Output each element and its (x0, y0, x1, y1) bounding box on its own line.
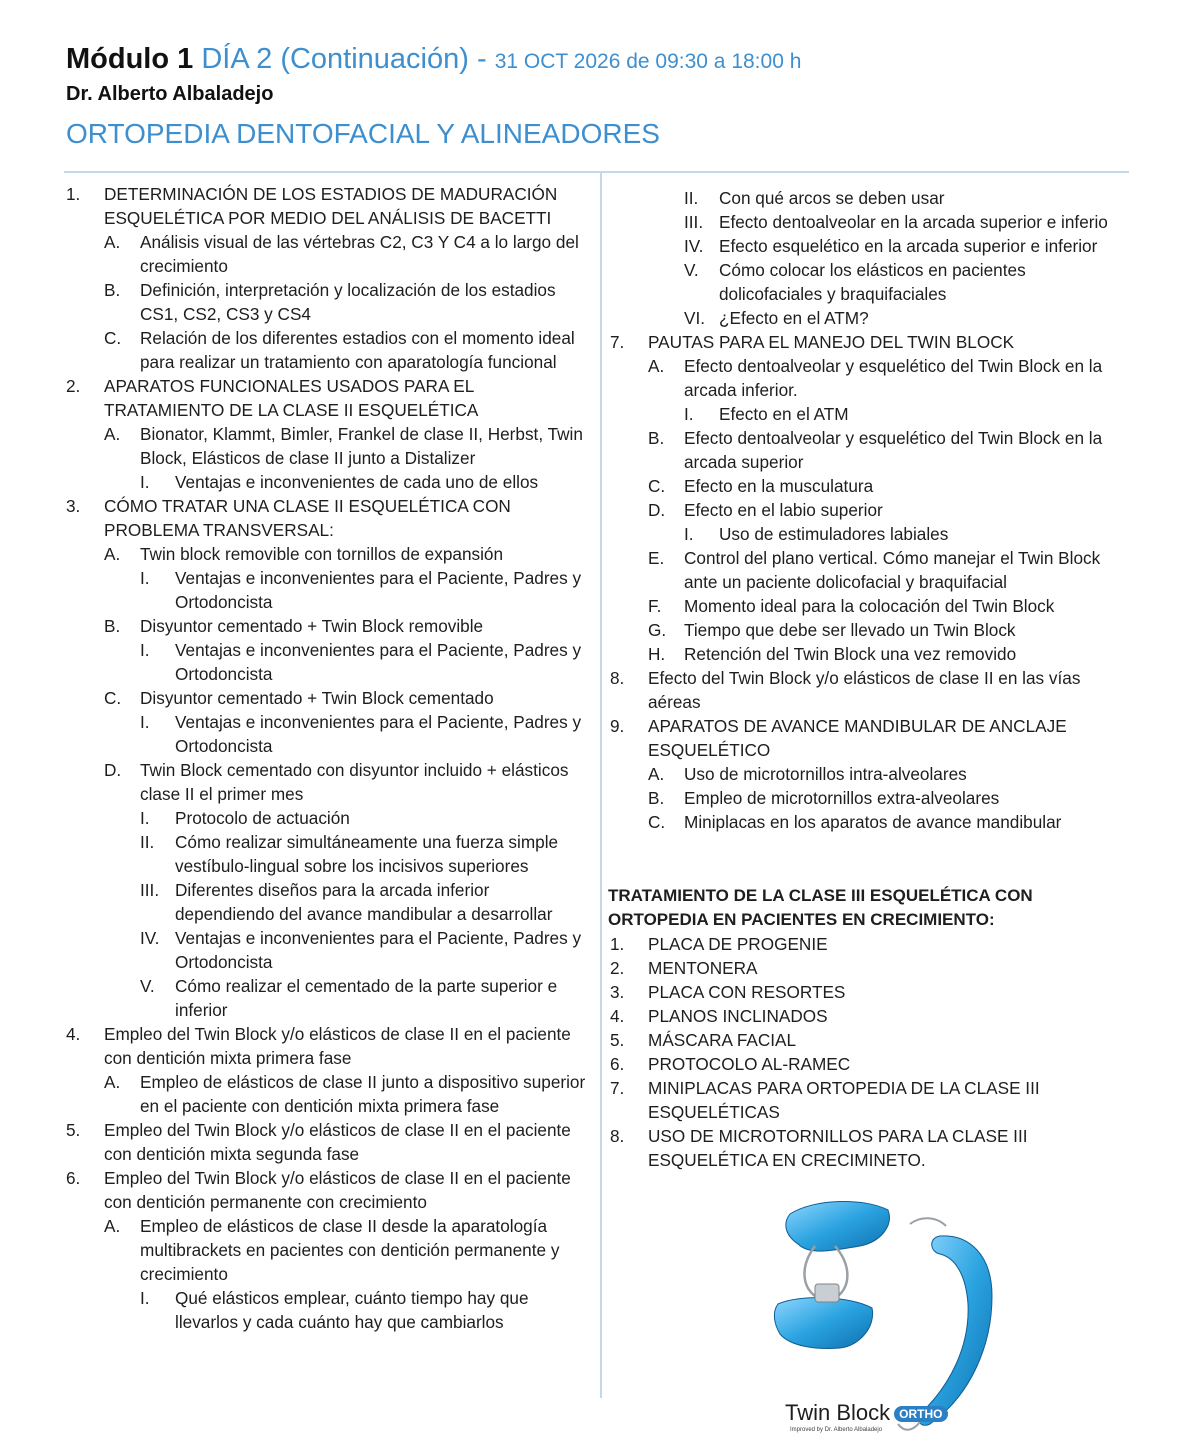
item-number: H. (648, 644, 666, 664)
item-number: B. (648, 788, 665, 808)
item-text: Tiempo que debe ser llevado un Twin Block (684, 620, 1016, 640)
item-number: 8. (610, 668, 625, 688)
page-header (66, 40, 1126, 153)
outline-item (608, 1076, 1128, 1124)
right-column (608, 186, 1128, 1172)
outline-item (608, 498, 1128, 522)
item-number: F. (648, 596, 662, 616)
item-text: Empleo de microtornillos extra-alveolares (684, 788, 1000, 808)
outline-item (608, 402, 1128, 426)
outline-item (64, 494, 592, 542)
item-text: PAUTAS PARA EL MANEJO DEL TWIN BLOCK (648, 332, 1015, 352)
item-text: Análisis visual de las vértebras C2, C3 Y C4 a lo largo del crecimiento (140, 232, 579, 276)
outline-item (64, 878, 592, 926)
item-number: 4. (66, 1024, 81, 1044)
item-number: 7. (610, 332, 625, 352)
item-number: I. (140, 808, 150, 828)
outline-item (608, 786, 1128, 810)
outline-item (608, 330, 1128, 354)
item-number: 6. (610, 1054, 625, 1074)
item-number: B. (104, 616, 121, 636)
class-iii-outline (608, 932, 1128, 1172)
item-number: 1. (66, 184, 81, 204)
outline-item (64, 278, 592, 326)
item-number: 5. (66, 1120, 81, 1140)
outline-item (608, 714, 1128, 762)
doctor-name: Dr. Alberto Albaladejo (66, 83, 274, 105)
item-text: APARATOS DE AVANCE MANDIBULAR DE ANCLAJE ESQUELÉTICO (648, 716, 1067, 760)
item-text: Efecto dentoalveolar y esquelético del Twin Block en la arcada superior (684, 428, 1103, 472)
logo-badge: ORTHO (894, 1406, 947, 1422)
item-number: IV. (140, 928, 160, 948)
item-number: V. (684, 260, 699, 280)
item-text: Empleo del Twin Block y/o elásticos de clase II en el paciente con dentición permanente con crecimiento (104, 1168, 571, 1212)
item-number: I. (684, 524, 694, 544)
item-number: 2. (610, 958, 625, 978)
item-text: Ventajas e inconvenientes para el Paciente, Padres y Ortodoncista (175, 928, 582, 972)
item-text: Empleo del Twin Block y/o elásticos de clase II en el paciente con dentición mixta primera fase (104, 1024, 571, 1068)
item-number: C. (648, 476, 666, 496)
item-number: II. (140, 832, 155, 852)
outline-item (64, 806, 592, 830)
item-number: 1. (610, 934, 625, 954)
outline-item (608, 932, 1128, 956)
outline-item (64, 1214, 592, 1286)
item-number: A. (104, 232, 121, 252)
item-number: C. (648, 812, 666, 832)
item-number: 4. (610, 1006, 625, 1026)
item-number: 3. (66, 496, 81, 516)
item-number: I. (684, 404, 694, 424)
outline-item (608, 1028, 1128, 1052)
item-number: 2. (66, 376, 81, 396)
item-text: Empleo de elásticos de clase II junto a dispositivo superior en el paciente con dentición mixta primera fase (140, 1072, 586, 1116)
item-number: III. (684, 212, 704, 232)
outline-item (64, 1286, 592, 1334)
item-text: PROTOCOLO AL-RAMEC (648, 1054, 851, 1074)
item-number: III. (140, 880, 160, 900)
item-number: V. (140, 976, 155, 996)
logo-wordmark (785, 1400, 948, 1426)
upper-block (786, 1201, 890, 1251)
day-label: DÍA 2 (Continuación) - (201, 43, 487, 75)
item-text: Protocolo de actuación (175, 808, 350, 828)
item-number: D. (648, 500, 666, 520)
lower-block (774, 1298, 872, 1349)
item-number: VI. (684, 308, 706, 328)
outline-item (64, 470, 592, 494)
item-number: 3. (610, 982, 625, 1002)
item-text: Disyuntor cementado + Twin Block cementado (140, 688, 494, 708)
item-number: 6. (66, 1168, 81, 1188)
item-text: Twin block removible con tornillos de expansión (140, 544, 504, 564)
item-text: PLACA CON RESORTES (648, 982, 846, 1002)
item-text: Efecto en el labio superior (684, 500, 883, 520)
outline-item (608, 810, 1128, 834)
item-number: A. (104, 1216, 121, 1236)
arch-appliance (919, 1236, 992, 1425)
item-number: 8. (610, 1126, 625, 1146)
item-text: Miniplacas en los aparatos de avance mandibular (684, 812, 1062, 832)
item-text: Efecto en el ATM (719, 404, 849, 424)
outline-item (608, 980, 1128, 1004)
item-number: 5. (610, 1030, 625, 1050)
item-number: A. (104, 424, 121, 444)
outline-item (608, 258, 1128, 306)
outline-item (64, 1022, 592, 1070)
item-text: Empleo de elásticos de clase II desde la aparatología multibrackets en pacientes con dentición permanente y crecimiento (140, 1216, 560, 1284)
item-number: I. (140, 1288, 150, 1308)
section-spacer (608, 834, 1128, 884)
outline-item (608, 762, 1128, 786)
logo-subtitle: Improved by Dr. Alberto Albaladejo (790, 1427, 883, 1433)
outline-item (64, 830, 592, 878)
header-divider (64, 171, 1129, 173)
outline-item (64, 926, 592, 974)
outline-item (608, 594, 1128, 618)
item-number: I. (140, 472, 150, 492)
outline-item (608, 354, 1128, 402)
item-text: Qué elásticos emplear, cuánto tiempo hay que llevarlos y cada cuánto hay que cambiarlos (175, 1288, 529, 1332)
item-text: Uso de estimuladores labiales (719, 524, 949, 544)
item-number: A. (104, 544, 121, 564)
outline-item (608, 1004, 1128, 1028)
right-outline (608, 186, 1128, 834)
item-number: A. (648, 764, 665, 784)
item-text: CÓMO TRATAR UNA CLASE II ESQUELÉTICA CON PROBLEMA TRANSVERSAL: (104, 496, 511, 540)
left-outline (64, 182, 592, 1334)
outline-item (64, 758, 592, 806)
outline-item (64, 542, 592, 566)
outline-item (608, 210, 1128, 234)
outline-item (608, 642, 1128, 666)
item-text: Ventajas e inconvenientes para el Paciente, Padres y Ortodoncista (175, 712, 582, 756)
outline-item (64, 374, 592, 422)
item-text: PLACA DE PROGENIE (648, 934, 828, 954)
outline-item (608, 666, 1128, 714)
item-text: Cómo realizar el cementado de la parte superior e inferior (175, 976, 558, 1020)
item-text: Efecto en la musculatura (684, 476, 874, 496)
item-number: A. (104, 1072, 121, 1092)
item-text: MINIPLACAS PARA ORTOPEDIA DE LA CLASE III ESQUELÉTICAS (648, 1078, 1040, 1122)
outline-item (64, 1166, 592, 1214)
outline-item (608, 522, 1128, 546)
outline-item (64, 614, 592, 638)
item-number: IV. (684, 236, 704, 256)
item-number: G. (648, 620, 667, 640)
outline-item (64, 1070, 592, 1118)
item-text: Momento ideal para la colocación del Twin Block (684, 596, 1055, 616)
item-text: MÁSCARA FACIAL (648, 1030, 797, 1050)
outline-item (64, 182, 592, 230)
item-text: Cómo colocar los elásticos en pacientes dolicofaciales y braquifaciales (719, 260, 1026, 304)
item-text: DETERMINACIÓN DE LOS ESTADIOS DE MADURACIÓN ESQUELÉTICA POR MEDIO DEL ANÁLISIS DE BACETTI (104, 184, 558, 228)
outline-item (608, 474, 1128, 498)
column-divider (600, 173, 602, 1398)
item-text: Efecto dentoalveolar en la arcada superior e inferio (719, 212, 1108, 232)
item-text: Ventajas e inconvenientes para el Paciente, Padres y Ortodoncista (175, 640, 582, 684)
outline-item (608, 426, 1128, 474)
item-text: Bionator, Klammt, Bimler, Frankel de clase II, Herbst, Twin Block, Elásticos de clase II junto a Distalizer (140, 424, 583, 468)
item-text: Definición, interpretación y localización de los estadios CS1, CS2, CS3 y CS4 (140, 280, 556, 324)
item-text: Control del plano vertical. Cómo manejar el Twin Block ante un paciente dolicofacial y braquifacial (684, 548, 1101, 592)
item-text: Efecto del Twin Block y/o elásticos de clase II en las vías aéreas (648, 668, 1081, 712)
outline-item (64, 638, 592, 686)
outline-item (608, 306, 1128, 330)
item-number: C. (104, 328, 122, 348)
outline-item (64, 230, 592, 278)
item-text: Ventajas e inconvenientes de cada uno de ellos (175, 472, 539, 492)
item-number: B. (104, 280, 121, 300)
item-text: Uso de microtornillos intra-alveolares (684, 764, 967, 784)
item-text: PLANOS INCLINADOS (648, 1006, 828, 1026)
outline-item (64, 326, 592, 374)
item-number: C. (104, 688, 122, 708)
item-number: B. (648, 428, 665, 448)
title-line (66, 40, 1126, 81)
item-text: Diferentes diseños para la arcada inferior dependiendo del avance mandibular a desarrollar (175, 880, 553, 924)
outline-item (608, 1052, 1128, 1076)
item-text: Empleo del Twin Block y/o elásticos de clase II en el paciente con dentición mixta segunda fase (104, 1120, 571, 1164)
item-text: Efecto esquelético en la arcada superior e inferior (719, 236, 1098, 256)
outline-item (608, 546, 1128, 594)
item-text: ¿Efecto en el ATM? (719, 308, 869, 328)
item-number: I. (140, 712, 150, 732)
section-heading: TRATAMIENTO DE LA CLASE III ESQUELÉTICA CON ORTOPEDIA EN PACIENTES EN CRECIMIENTO: (608, 886, 1033, 929)
item-text: Twin Block cementado con disyuntor incluido + elásticos clase II el primer mes (140, 760, 569, 804)
outline-item (64, 422, 592, 470)
outline-item (608, 618, 1128, 642)
topic-title: ORTOPEDIA DENTOFACIAL Y ALINEADORES (66, 118, 660, 149)
item-text: USO DE MICROTORNILLOS PARA LA CLASE III ESQUELÉTICA EN CRECIMINETO. (648, 1126, 1028, 1170)
outline-item (64, 710, 592, 758)
left-column (64, 182, 592, 1334)
item-text: Cómo realizar simultáneamente una fuerza simple vestíbulo-lingual sobre los incisivos superiores (175, 832, 559, 876)
item-number: I. (140, 640, 150, 660)
item-number: D. (104, 760, 122, 780)
item-text: Efecto dentoalveolar y esquelético del Twin Block en la arcada inferior. (684, 356, 1103, 400)
item-text: Con qué arcos se deben usar (719, 188, 945, 208)
outline-item (64, 566, 592, 614)
outline-item (64, 974, 592, 1022)
outline-item (64, 1118, 592, 1166)
outline-item (608, 186, 1128, 210)
item-text: Relación de los diferentes estadios con el momento ideal para realizar un tratamiento con aparatología funcional (140, 328, 575, 372)
outline-item (608, 1124, 1128, 1172)
outline-item (608, 234, 1128, 258)
item-number: E. (648, 548, 665, 568)
item-text: MENTONERA (648, 958, 758, 978)
item-text: Retención del Twin Block una vez removido (684, 644, 1017, 664)
item-number: I. (140, 568, 150, 588)
logo-name: Twin Block (785, 1400, 891, 1425)
item-number: A. (648, 356, 665, 376)
item-number: 7. (610, 1078, 625, 1098)
item-number: 9. (610, 716, 625, 736)
expansion-screw (815, 1284, 839, 1302)
item-text: APARATOS FUNCIONALES USADOS PARA EL TRATAMIENTO DE LA CLASE II ESQUELÉTICA (104, 376, 479, 420)
date-label: 31 OCT 2026 de 09:30 a 18:00 h (494, 50, 802, 73)
item-text: Ventajas e inconvenientes para el Paciente, Padres y Ortodoncista (175, 568, 582, 612)
outline-item (64, 686, 592, 710)
outline-item (608, 956, 1128, 980)
item-text: Disyuntor cementado + Twin Block removible (140, 616, 484, 636)
module-label: Módulo 1 (66, 43, 194, 75)
item-number: II. (684, 188, 699, 208)
